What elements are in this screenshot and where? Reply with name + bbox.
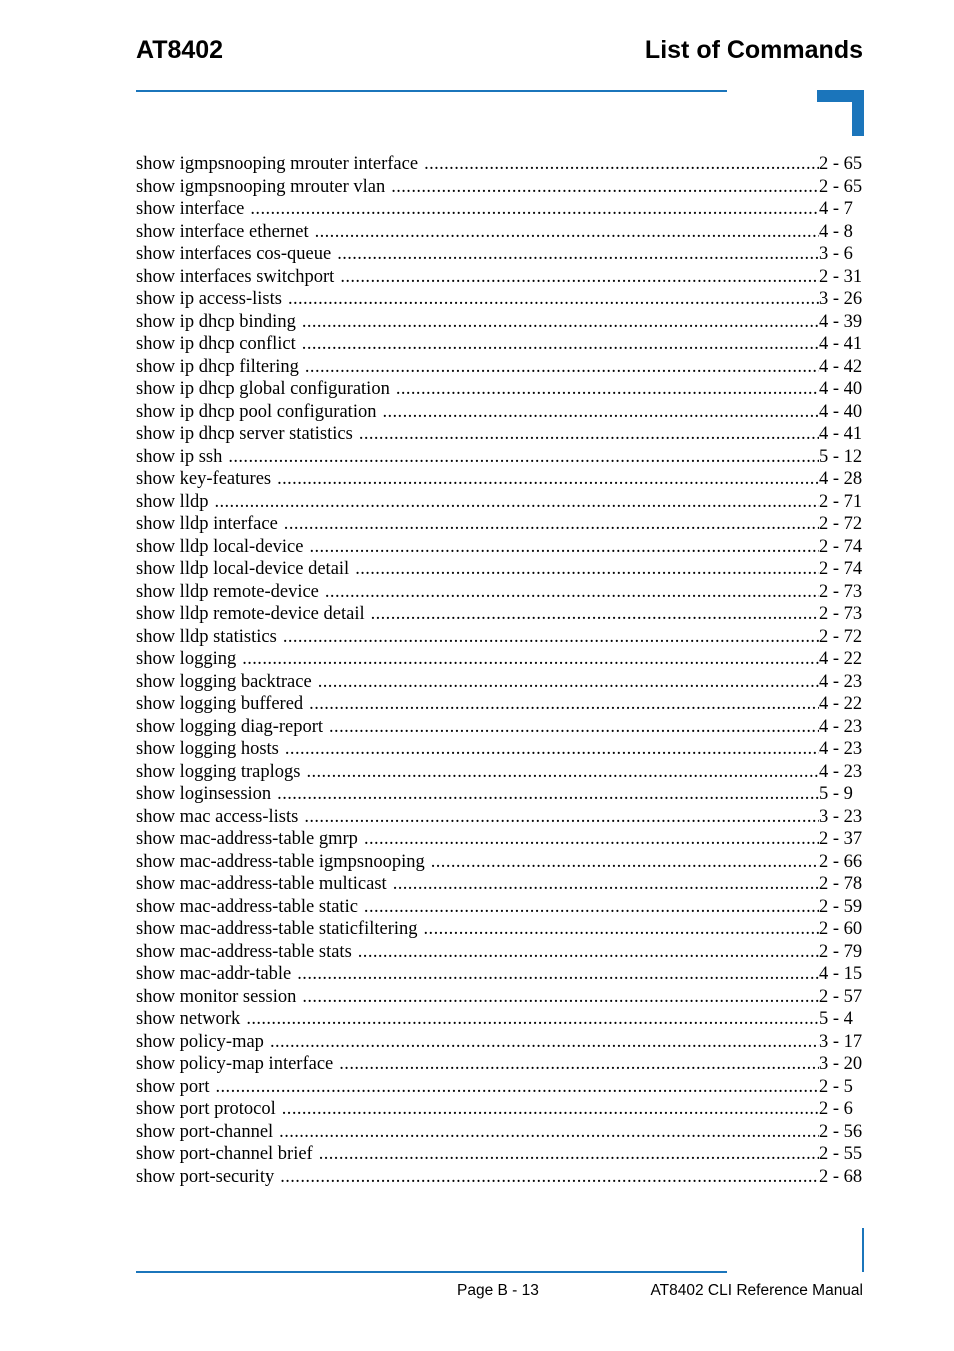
page-reference[interactable]: 2 - 6 — [819, 1099, 853, 1119]
dot-leader — [359, 423, 819, 446]
page-reference[interactable]: 4 - 23 — [819, 716, 863, 737]
index-entry[interactable] — [136, 963, 863, 986]
command-name: show mac-address-table staticfiltering — [136, 919, 418, 939]
command-name: show lldp local-device detail — [136, 559, 350, 579]
index-entry[interactable] — [136, 288, 863, 311]
index-entry[interactable] — [136, 536, 863, 559]
index-entry[interactable] — [136, 761, 863, 784]
index-entry[interactable] — [136, 198, 863, 221]
dot-leader — [431, 851, 819, 874]
command-name: show port — [136, 1076, 210, 1097]
page-reference[interactable]: 4 - 41 — [819, 334, 863, 354]
command-name: show ip dhcp filtering — [136, 356, 299, 377]
page-reference[interactable]: 3 - 26 — [819, 289, 863, 309]
page-reference[interactable]: 2 - 74 — [819, 559, 863, 579]
index-entry[interactable] — [136, 446, 863, 469]
index-entry[interactable] — [136, 221, 863, 244]
page-reference[interactable]: 4 - 22 — [819, 649, 863, 669]
page-reference[interactable]: 4 - 23 — [819, 671, 863, 692]
page-reference[interactable]: 2 - 57 — [819, 986, 863, 1007]
dot-leader — [304, 806, 819, 829]
dot-leader — [306, 761, 819, 784]
dot-leader — [319, 1143, 819, 1166]
page-reference[interactable]: 4 - 23 — [819, 739, 863, 759]
command-name: show ip dhcp pool configuration — [136, 401, 377, 422]
command-name: show loginsession — [136, 784, 272, 804]
command-name: show ip dhcp server statistics — [136, 424, 353, 444]
command-name: show mac-address-table gmrp — [136, 829, 358, 849]
dot-leader — [302, 986, 819, 1009]
page-reference[interactable]: 4 - 22 — [819, 694, 863, 714]
page-reference[interactable]: 4 - 15 — [819, 964, 863, 984]
command-name: show policy-map — [136, 1031, 264, 1052]
page-reference[interactable]: 2 - 73 — [819, 604, 863, 624]
command-name: show ip dhcp global configuration — [136, 379, 390, 399]
command-name: show ip dhcp conflict — [136, 334, 296, 354]
dot-leader — [315, 221, 819, 244]
command-name: show policy-map interface — [136, 1054, 334, 1074]
index-entry[interactable] — [136, 1076, 863, 1099]
index-entry[interactable] — [136, 311, 863, 334]
page-reference[interactable]: 4 - 40 — [819, 379, 863, 399]
index-entry[interactable] — [136, 243, 863, 266]
command-name: show network — [136, 1009, 241, 1029]
index-entry[interactable] — [136, 153, 863, 176]
page-number: Page B - 13 — [457, 1282, 539, 1299]
command-name: show port-security — [136, 1166, 275, 1187]
page-reference[interactable]: 3 - 6 — [819, 244, 853, 264]
section-title: List of Commands — [644, 36, 863, 64]
command-name: show interface ethernet — [136, 221, 309, 242]
corner-bracket-top — [817, 90, 864, 136]
dot-leader — [339, 1053, 819, 1076]
index-entry[interactable] — [136, 941, 863, 964]
dot-leader — [364, 896, 819, 919]
page-reference[interactable]: 2 - 60 — [819, 919, 863, 939]
dot-leader — [424, 918, 819, 941]
page-reference[interactable]: 2 - 37 — [819, 829, 863, 849]
page-reference[interactable]: 2 - 66 — [819, 851, 863, 872]
page-reference[interactable]: 2 - 65 — [819, 154, 863, 174]
dot-leader — [325, 581, 819, 604]
command-name: show logging — [136, 649, 237, 669]
page-reference[interactable]: 5 - 9 — [819, 784, 853, 804]
command-name: show interfaces switchport — [136, 266, 335, 287]
page-reference[interactable]: 2 - 72 — [819, 514, 863, 534]
dot-leader — [305, 356, 819, 379]
index-entry[interactable] — [136, 896, 863, 919]
page-reference[interactable]: 2 - 73 — [819, 581, 863, 602]
index-entry[interactable] — [136, 266, 863, 289]
dot-leader — [282, 1098, 819, 1121]
document-id: AT8402 — [136, 36, 224, 64]
index-entry[interactable] — [136, 1166, 863, 1189]
command-name: show lldp remote-device — [136, 581, 319, 602]
page-reference[interactable]: 5 - 12 — [819, 446, 863, 467]
dot-leader — [382, 401, 819, 424]
dot-leader — [309, 536, 819, 559]
index-entry[interactable] — [136, 626, 863, 649]
command-name: show ip dhcp binding — [136, 311, 296, 332]
dot-leader — [391, 176, 819, 199]
corner-bracket-bottom — [862, 1228, 864, 1272]
index-entry[interactable] — [136, 558, 863, 581]
command-name: show logging backtrace — [136, 671, 312, 692]
command-name: show mac-address-table static — [136, 896, 358, 917]
dot-leader — [355, 558, 819, 581]
manual-title: AT8402 CLI Reference Manual — [650, 1282, 863, 1299]
command-name: show mac-address-table igmpsnooping — [136, 851, 425, 872]
dot-leader — [318, 671, 819, 694]
command-name: show key-features — [136, 469, 272, 489]
command-name: show mac-addr-table — [136, 964, 292, 984]
page-reference[interactable]: 2 - 79 — [819, 941, 863, 962]
command-name: show interface — [136, 199, 245, 219]
page-reference[interactable]: 4 - 8 — [819, 221, 853, 242]
dot-leader — [358, 941, 819, 964]
index-entry[interactable] — [136, 603, 863, 626]
index-entry[interactable] — [136, 648, 863, 671]
index-entry[interactable] — [136, 918, 863, 941]
page-reference[interactable]: 2 - 31 — [819, 266, 863, 287]
page-reference[interactable]: 2 - 72 — [819, 626, 863, 647]
header-rule — [136, 90, 727, 92]
index-entry[interactable] — [136, 806, 863, 829]
page-reference[interactable]: 3 - 20 — [819, 1054, 863, 1074]
command-name: show port protocol — [136, 1099, 276, 1119]
index-entry[interactable] — [136, 1008, 863, 1031]
page-reference[interactable]: 2 - 65 — [819, 176, 863, 197]
page-reference[interactable]: 3 - 23 — [819, 806, 863, 827]
index-entry[interactable] — [136, 873, 863, 896]
dot-leader — [216, 1076, 820, 1099]
command-name: show logging hosts — [136, 739, 279, 759]
footer-rule — [136, 1271, 727, 1273]
dot-leader — [396, 378, 819, 401]
page-reference[interactable]: 4 - 40 — [819, 401, 863, 422]
command-name: show port-channel — [136, 1121, 274, 1142]
dot-leader — [337, 243, 819, 266]
index-entry[interactable] — [136, 333, 863, 356]
command-name: show logging buffered — [136, 694, 304, 714]
page-reference[interactable]: 4 - 39 — [819, 311, 863, 332]
command-index-list — [136, 153, 863, 1188]
dot-leader — [246, 1008, 819, 1031]
command-name: show lldp statistics — [136, 626, 277, 647]
dot-leader — [283, 626, 819, 649]
page-reference[interactable]: 4 - 41 — [819, 424, 863, 444]
page-reference[interactable]: 2 - 68 — [819, 1166, 863, 1187]
dot-leader — [280, 1166, 819, 1189]
dot-leader — [340, 266, 819, 289]
index-entry[interactable] — [136, 851, 863, 874]
page-reference[interactable]: 2 - 59 — [819, 896, 863, 917]
index-entry[interactable] — [136, 693, 863, 716]
index-entry[interactable] — [136, 401, 863, 424]
index-entry[interactable] — [136, 378, 863, 401]
page-reference[interactable]: 2 - 74 — [819, 536, 863, 557]
command-name: show ip ssh — [136, 446, 223, 467]
index-entry[interactable] — [136, 176, 863, 199]
page-reference[interactable]: 2 - 71 — [819, 491, 863, 512]
index-entry[interactable] — [136, 581, 863, 604]
index-entry[interactable] — [136, 1098, 863, 1121]
command-name: show mac access-lists — [136, 806, 299, 827]
dot-leader — [302, 311, 819, 334]
command-name: show lldp — [136, 491, 209, 512]
dot-leader — [214, 491, 819, 514]
dot-leader — [424, 153, 819, 176]
command-name: show mac-address-table multicast — [136, 874, 387, 894]
dot-leader — [284, 513, 819, 536]
index-entry[interactable] — [136, 356, 863, 379]
index-entry[interactable] — [136, 1053, 863, 1076]
page-reference[interactable]: 3 - 17 — [819, 1031, 863, 1052]
index-entry[interactable] — [136, 1143, 863, 1166]
command-name: show igmpsnooping mrouter vlan — [136, 176, 386, 197]
dot-leader — [329, 716, 819, 739]
index-entry[interactable] — [136, 423, 863, 446]
command-name: show logging diag-report — [136, 716, 324, 737]
page-reference[interactable]: 2 - 78 — [819, 874, 863, 894]
index-entry[interactable] — [136, 1031, 863, 1054]
dot-leader — [297, 963, 819, 986]
index-entry[interactable] — [136, 1121, 863, 1144]
command-name: show lldp local-device — [136, 536, 304, 557]
page-reference[interactable]: 4 - 7 — [819, 199, 853, 219]
page-reference[interactable]: 2 - 55 — [819, 1144, 863, 1164]
page-reference[interactable]: 2 - 56 — [819, 1121, 863, 1142]
dot-leader — [285, 738, 819, 761]
command-name: show port-channel brief — [136, 1144, 313, 1164]
index-entry[interactable] — [136, 513, 863, 536]
dot-leader — [277, 783, 819, 806]
index-entry[interactable] — [136, 986, 863, 1009]
command-name: show ip access-lists — [136, 289, 282, 309]
dot-leader — [371, 603, 819, 626]
page-reference[interactable]: 5 - 4 — [819, 1009, 853, 1029]
corner-bar-vertical — [852, 90, 864, 136]
index-entry[interactable] — [136, 738, 863, 761]
index-entry[interactable] — [136, 828, 863, 851]
dot-leader — [279, 1121, 819, 1144]
page-reference[interactable]: 2 - 5 — [819, 1076, 853, 1097]
command-name: show lldp interface — [136, 514, 278, 534]
dot-leader — [302, 333, 819, 356]
dot-leader — [309, 693, 819, 716]
index-entry[interactable] — [136, 671, 863, 694]
dot-leader — [270, 1031, 819, 1054]
command-name: show monitor session — [136, 986, 297, 1007]
index-entry[interactable] — [136, 783, 863, 806]
dot-leader — [242, 648, 819, 671]
command-name: show lldp remote-device detail — [136, 604, 365, 624]
command-name: show mac-address-table stats — [136, 941, 352, 962]
dot-leader — [364, 828, 819, 851]
dot-leader — [393, 873, 819, 896]
index-entry[interactable] — [136, 491, 863, 514]
command-name: show igmpsnooping mrouter interface — [136, 154, 419, 174]
dot-leader — [250, 198, 819, 221]
dot-leader — [288, 288, 819, 311]
command-name: show interfaces cos-queue — [136, 244, 332, 264]
index-entry[interactable] — [136, 716, 863, 739]
dot-leader — [228, 446, 819, 469]
page-reference[interactable]: 4 - 28 — [819, 469, 863, 489]
dot-leader — [277, 468, 819, 491]
index-entry[interactable] — [136, 468, 863, 491]
page-reference[interactable]: 4 - 42 — [819, 356, 863, 377]
page-reference[interactable]: 4 - 23 — [819, 761, 863, 782]
command-name: show logging traplogs — [136, 761, 301, 782]
